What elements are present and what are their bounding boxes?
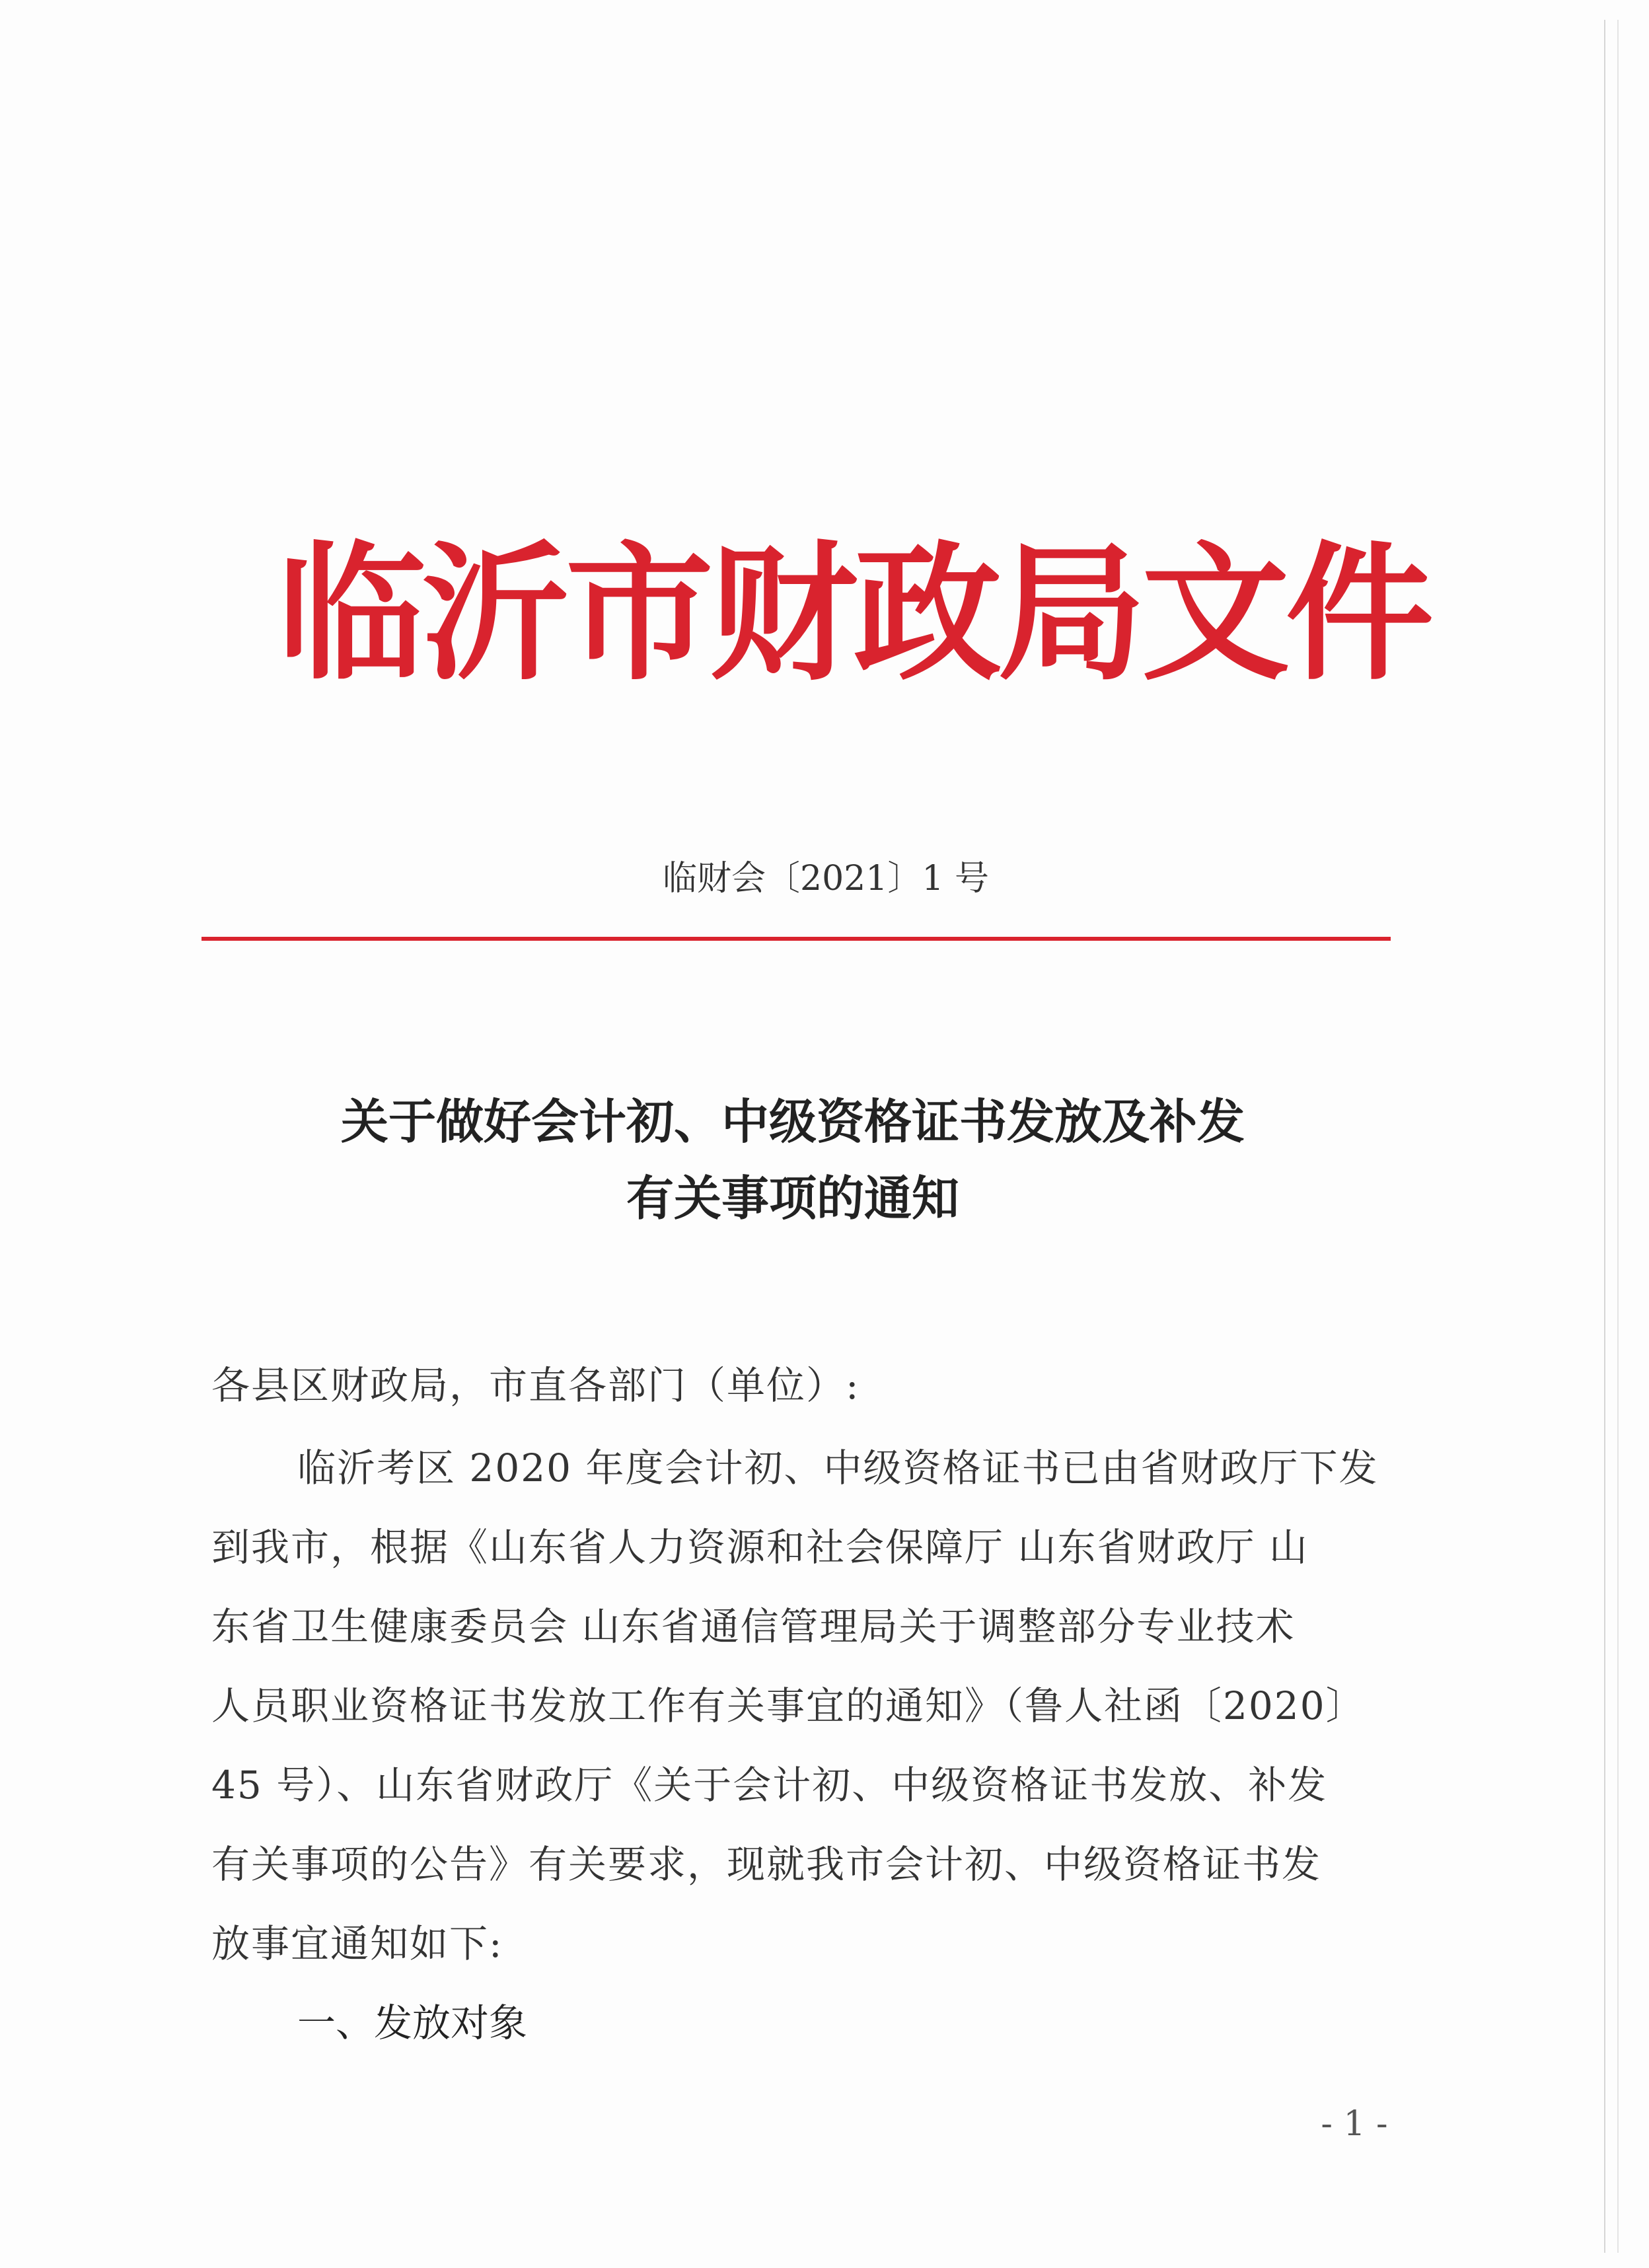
notice-title-line-1: 关于做好会计初、中级资格证书发放及补发 [340,1093,1245,1150]
paragraph-line: 放事宜通知如下: [211,1921,503,1966]
notice-title [198,1083,1387,1237]
notice-title-line-2: 有关事项的通知 [626,1170,959,1226]
paragraph-line: 45 号）、山东省财政厅《关于会计初、中级资格证书发放、补发 [211,1763,1328,1808]
paragraph-line: 人员职业资格证书发放工作有关事宜的通知》（鲁人社函〔2020〕 [211,1683,1366,1728]
scan-edge-line [1617,20,1619,2253]
paragraph-line: 有关事项的公告》有关要求，现就我市会计初、中级资格证书发 [211,1842,1322,1887]
paragraph-line: 到我市，根据《山东省人力资源和社会保障厅 山东省财政厅 山 [211,1525,1309,1570]
paragraph-line: 东省卫生健康委员会 山东省通信管理局关于调整部分专业技术 [211,1604,1296,1649]
paragraph-line: 临沂考区 2020 年度会计初、中级资格证书已由省财政厅下发 [297,1445,1379,1490]
issuer-header-title: 临沂市财政局文件 [277,528,1430,700]
scan-edge-line [1604,20,1605,2253]
salutation: 各县区财政局，市直各部门（单位）: [211,1363,860,1408]
document-number: 临财会〔2021〕1 号 [663,859,989,898]
red-separator-line [202,937,1391,941]
section-heading-1: 一、发放对象 [297,2000,528,2045]
page-number: - 1 - [1321,2104,1388,2144]
